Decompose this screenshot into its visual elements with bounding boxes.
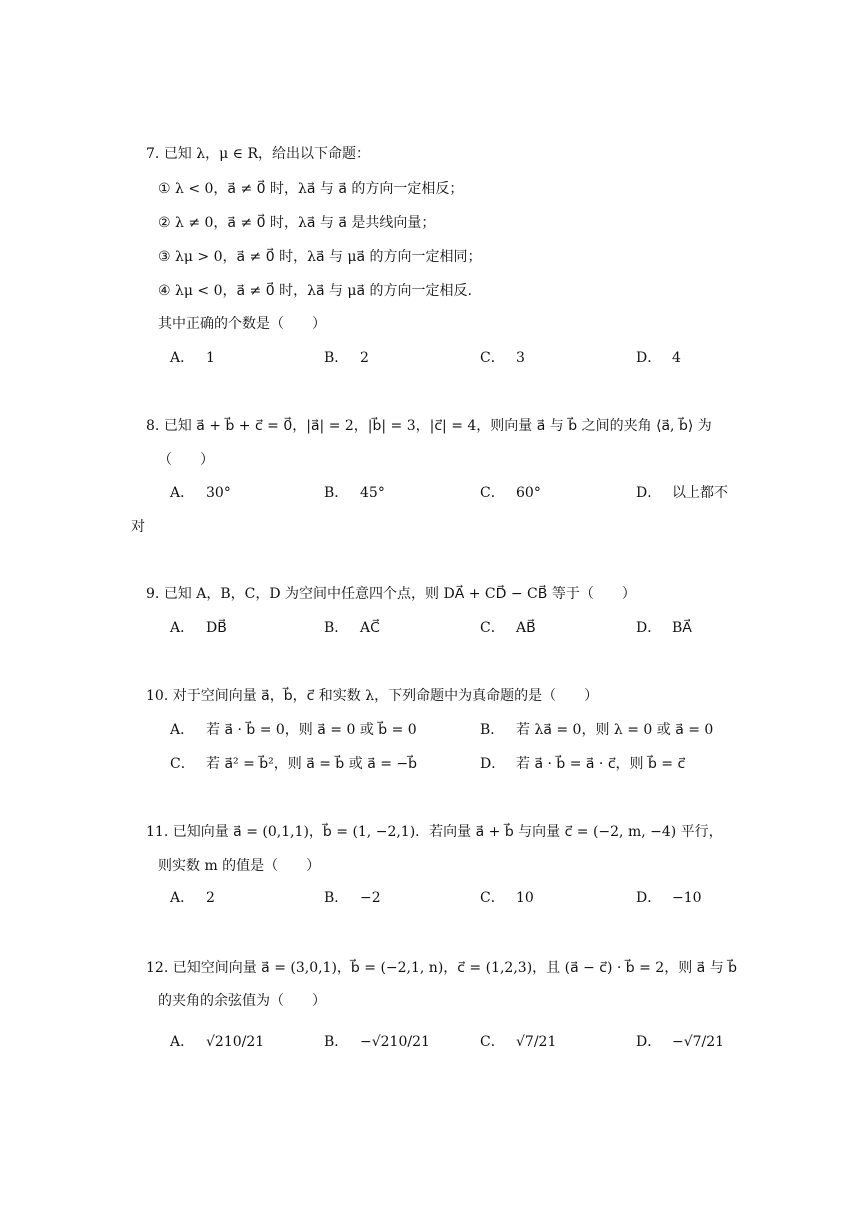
question-number: 10. bbox=[146, 688, 169, 704]
question-text: 对于空间向量 a⃗，b⃗，c⃗ 和实数 λ，下列命题中为真命题的是（ ） bbox=[172, 688, 599, 704]
question-text: 已知 A，B，C，D 为空间中任意四个点，则 DA⃗ + CD⃗ − CB⃗ 等于（ ） bbox=[163, 586, 636, 602]
question-text: 已知向量 a⃗ = (0,1,1)，b⃗ = (1, −2,1)．若向量 a⃗ + b⃗ 与向量 c⃗ = (−2, m, −4) 平行， bbox=[172, 824, 723, 840]
question-7-option-a: A． 1 bbox=[170, 350, 215, 366]
question-7-item-4: ④ λμ < 0，a⃗ ≠ 0⃗ 时，λa⃗ 与 μa⃗ 的方向一定相反. bbox=[158, 283, 473, 299]
question-10-option-d: D． 若 a⃗ · b⃗ = a⃗ · c⃗，则 b⃗ = c⃗ bbox=[480, 756, 686, 772]
question-10-option-c: C． 若 a⃗² = b⃗²，则 a⃗ = b⃗ 或 a⃗ = −b⃗ bbox=[170, 756, 418, 772]
question-number: 11. bbox=[146, 824, 169, 840]
question-12-stem-cont: 的夹角的余弦值为（ ） bbox=[158, 993, 326, 1009]
question-11-stem-cont: 则实数 m 的值是（ ） bbox=[158, 858, 321, 874]
question-7-stem bbox=[146, 144, 370, 164]
question-9-stem bbox=[146, 584, 636, 604]
question-9-option-b: B． AC⃗ bbox=[324, 620, 380, 636]
question-8-stem-cont: （ ） bbox=[158, 452, 214, 468]
question-12-option-c: C． √7/21 bbox=[480, 1034, 557, 1050]
question-10-option-a: A． 若 a⃗ · b⃗ = 0，则 a⃗ = 0 或 b⃗ = 0 bbox=[170, 722, 417, 738]
question-12-option-b: B． −√210/21 bbox=[324, 1034, 430, 1050]
question-11-option-b: B． −2 bbox=[324, 890, 381, 906]
question-9-option-c: C． AB⃗ bbox=[480, 620, 536, 636]
question-number: 9. bbox=[146, 586, 160, 602]
question-8-option-d: D． 以上都不 bbox=[636, 485, 728, 501]
question-9-option-a: A． DB⃗ bbox=[170, 620, 227, 636]
question-8-option-c: C． 60° bbox=[480, 485, 541, 501]
question-11-stem bbox=[146, 822, 723, 842]
question-11-option-a: A． 2 bbox=[170, 890, 215, 906]
question-text: 已知空间向量 a⃗ = (3,0,1)，b⃗ = (−2,1, n)，c⃗ = (1,2,3)，且 (a⃗ − c⃗) · b⃗ = 2，则 a⃗ 与 b⃗ bbox=[172, 960, 738, 976]
question-7-item-3: ③ λμ > 0，a⃗ ≠ 0⃗ 时，λa⃗ 与 μa⃗ 的方向一定相同； bbox=[158, 249, 482, 265]
question-8-stem bbox=[146, 416, 712, 436]
question-11-option-c: C． 10 bbox=[480, 890, 534, 906]
question-number: 8. bbox=[146, 418, 160, 434]
question-7-item-2: ② λ ≠ 0，a⃗ ≠ 0⃗ 时，λa⃗ 与 a⃗ 是共线向量； bbox=[158, 215, 436, 231]
question-9-option-d: D． BA⃗ bbox=[636, 620, 692, 636]
question-8-option-d-wrap: 对 bbox=[131, 519, 145, 535]
question-10-option-b: B． 若 λa⃗ = 0，则 λ = 0 或 a⃗ = 0 bbox=[480, 722, 714, 738]
question-number: 7. bbox=[146, 146, 160, 162]
question-12-option-a: A． √210/21 bbox=[170, 1034, 265, 1050]
question-10-stem bbox=[146, 686, 598, 706]
question-7-option-b: B． 2 bbox=[324, 350, 369, 366]
question-8-option-a: A． 30° bbox=[170, 485, 231, 501]
question-11-option-d: D． −10 bbox=[636, 890, 702, 906]
question-text: 已知 λ，μ ∈ R，给出以下命题： bbox=[163, 146, 371, 162]
question-8-option-b: B． 45° bbox=[324, 485, 385, 501]
question-7-option-c: C． 3 bbox=[480, 350, 525, 366]
question-7-option-d: D． 4 bbox=[636, 350, 681, 366]
question-7-ask: 其中正确的个数是（ ） bbox=[158, 316, 326, 332]
question-12-stem bbox=[146, 958, 737, 978]
question-number: 12. bbox=[146, 960, 169, 976]
question-7-item-1: ① λ < 0，a⃗ ≠ 0⃗ 时，λa⃗ 与 a⃗ 的方向一定相反； bbox=[158, 181, 464, 197]
question-text: 已知 a⃗ + b⃗ + c⃗ = 0⃗，|a⃗| = 2，|b⃗| = 3，|c⃗| = 4，则向量 a⃗ 与 b⃗ 之间的夹角 ⟨a⃗, b⃗⟩ 为 bbox=[163, 418, 712, 434]
question-12-option-d: D． −√7/21 bbox=[636, 1034, 725, 1050]
